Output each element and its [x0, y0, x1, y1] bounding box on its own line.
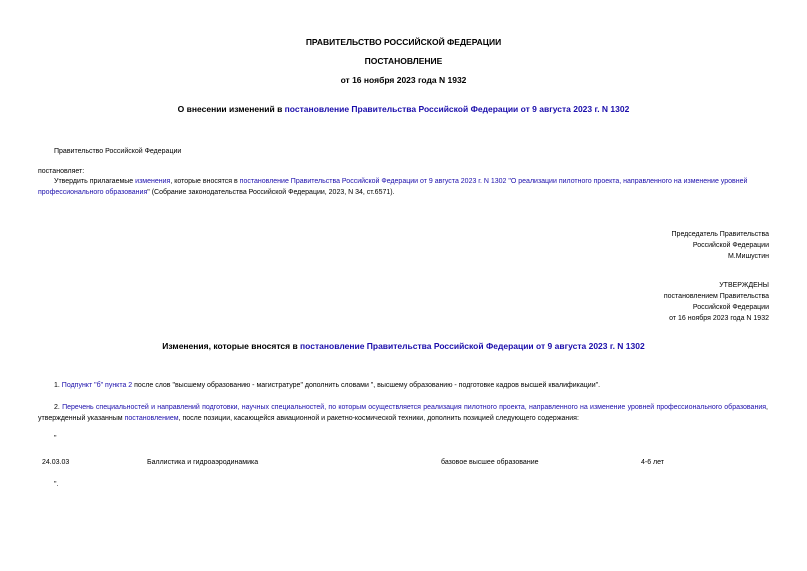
- item-1: [38, 380, 768, 391]
- list-of-specialties-link[interactable]: Перечень специальностей и направлений подготовки, научных специальностей, по которым осуществляется реализация пилотного проекта, направленного на изменение уровней профессионального образования: [62, 404, 767, 411]
- changes-title-link[interactable]: постановление Правительства Российской Федерации от 9 августа 2023 г. N 1302: [300, 341, 645, 351]
- approval-text-3: " (Собрание законодательства Российской Федерации, 2023, N 34, ст.6571).: [147, 189, 395, 196]
- approval-paragraph: [38, 176, 768, 198]
- approval-text: Утвердить прилагаемые: [54, 178, 136, 185]
- subparagraph-link[interactable]: Подпункт "б" пункта 2: [61, 382, 133, 389]
- item-2-text-2: , после позиции, касающейся авиационной и ракетно-космической техники, дополнить позицией следующего содержания:: [178, 415, 579, 422]
- approval-stamp: [664, 280, 769, 324]
- title-prefix: О внесении изменений в: [177, 104, 285, 114]
- approved-label: УТВЕРЖДЕНЫ: [719, 282, 769, 289]
- changes-title-prefix: Изменения, которые вносятся в: [162, 341, 301, 351]
- table-cell-level: базовое высшее образование: [441, 459, 539, 466]
- quote-open: ": [54, 435, 57, 442]
- table-cell-name: Баллистика и гидроаэродинамика: [147, 459, 259, 466]
- title-resolution-link[interactable]: постановление Правительства Российской Федерации от 9 августа 2023 г. N 1302: [284, 104, 630, 114]
- approval-text-2: , которые вносятся в: [170, 178, 240, 185]
- document-title: [0, 104, 807, 114]
- signature-block: [672, 229, 769, 262]
- resolution-1302-link[interactable]: постановление Правительства Российской Федерации от 9 августа 2023 г. N 1302 "О реализации пилотного проекта, направленного на изменение уровней профессионального образования: [38, 178, 748, 196]
- signature-name: М.Мишустин: [727, 253, 769, 260]
- document-type: ПОСТАНОВЛЕНИЕ: [364, 56, 443, 66]
- signature-position: Председатель Правительства: [671, 231, 769, 238]
- table-cell-code: 24.03.03: [42, 459, 70, 466]
- item-1-text: после слов "высшему образованию - магистратуре" дополнить словами ", высшему образованию - подготовке кадров высшей квалификации".: [132, 382, 601, 389]
- quote-close: ".: [54, 481, 59, 488]
- issuer: Правительство Российской Федерации: [54, 148, 182, 155]
- government-name: ПРАВИТЕЛЬСТВО РОССИЙСКОЙ ФЕДЕРАЦИИ: [305, 37, 502, 47]
- item-1-number: 1.: [54, 382, 62, 389]
- table-cell-term: 4-6 лет: [641, 459, 665, 466]
- signature-country: Российской Федерации: [692, 242, 769, 249]
- decides: постановляет:: [38, 168, 85, 175]
- approved-country: Российской Федерации: [692, 304, 769, 311]
- resolution-link[interactable]: постановлением: [124, 415, 179, 422]
- changes-title: [0, 341, 807, 351]
- approved-date: от 16 ноября 2023 года N 1932: [669, 315, 769, 322]
- document-date-number: от 16 ноября 2023 года N 1932: [340, 75, 467, 85]
- changes-link[interactable]: изменения: [135, 178, 171, 185]
- item-2-number: 2.: [54, 404, 63, 411]
- approved-by: постановлением Правительства: [663, 293, 769, 300]
- item-2: [38, 402, 768, 424]
- item-2-text: , утвержденный указанным: [38, 404, 768, 422]
